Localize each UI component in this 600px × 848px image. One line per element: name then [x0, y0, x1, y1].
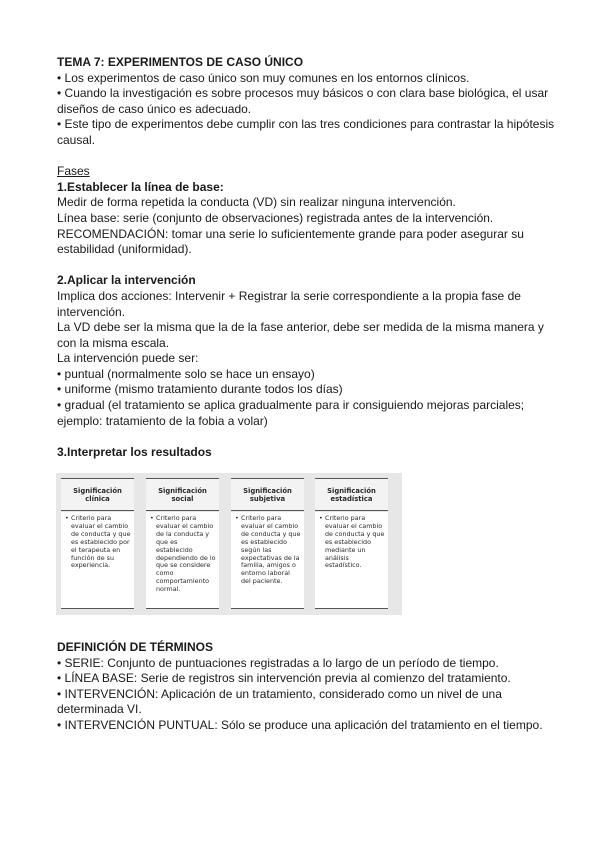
intro-bullet: • Este tipo de experimentos debe cumplir con las tres condiciones para contrastar la hipótesis causal.	[57, 117, 555, 147]
intro-bullet: • Cuando la investigación es sobre procesos muy básicos o con clara base biológica, el usar diseños de caso único es adecuado.	[57, 86, 549, 116]
figure-column-header: Significación estadística	[315, 478, 388, 511]
phase1-line: Medir de forma repetida la conducta (VD) sin realizar ninguna intervención.	[57, 195, 456, 210]
fases-label: Fases	[57, 164, 90, 179]
significance-figure	[56, 473, 402, 615]
bullet-icon: •	[150, 514, 154, 522]
phase2-line: • uniforme (mismo tratamiento durante todos los días)	[57, 382, 343, 397]
definition-item: • LÍNEA BASE: Serie de registros sin intervención previa al comienzo del tratamiento.	[57, 671, 511, 686]
figure-column-text: Criterio para evaluar el cambio de conducta y que es establecido según las expectativas de la familia, amigos o entorno laboral del paciente.	[241, 514, 301, 586]
intro-bullet: • Los experimentos de caso único son muy comunes en los entornos clínicos.	[57, 70, 470, 85]
definitions-heading: DEFINICIÓN DE TÉRMINOS	[57, 640, 214, 654]
figure-column-text: Criterio para evaluar el cambio de conducta y que es establecido mediante un análisis estadístico.	[325, 514, 385, 570]
bullet-icon: •	[319, 514, 323, 522]
section-top	[57, 55, 557, 460]
figure-column-subjetiva	[231, 478, 304, 609]
phase2-line: Implica dos acciones: Intervenir + Registrar la serie correspondiente a la propia fase de intervención.	[57, 288, 521, 319]
definition-item: • INTERVENCIÓN PUNTUAL: Sólo se produce una aplicación del tratamiento en el tiempo.	[57, 717, 543, 732]
phase2-line: • puntual (normalmente solo se hace un ensayo)	[57, 366, 315, 381]
phase2-line: • gradual (el tratamiento se aplica gradualmente para ir consiguiendo mejoras parciales; ejemplo: tratamiento de la fobia a volar)	[57, 398, 525, 428]
phase1-heading: 1.Establecer la línea de base:	[57, 179, 224, 194]
phase3-heading: 3.Interpretar los resultados	[57, 444, 212, 459]
figure-column-text: Criterio para evaluar el cambio de conducta y que es establecido por el terapeuta en función de su experiencia.	[71, 514, 131, 570]
figure-column-header: Significación social	[146, 478, 219, 511]
figure-column-header: Significación clínica	[61, 478, 134, 511]
bullet-icon: •	[65, 514, 69, 522]
phase2-line: La VD debe ser la misma que la de la fase anterior, debe ser medida de la misma manera y con la misma escala.	[57, 320, 544, 350]
phase1-line: Línea base: serie (conjunto de observaciones) registrada antes de la intervención.	[57, 210, 494, 225]
figure-column-clinica	[61, 478, 134, 609]
definition-item: • INTERVENCIÓN: Aplicación de un tratamiento, considerado como un nivel de una determinada VI.	[57, 686, 502, 717]
phase1-line: RECOMENDACIÓN: tomar una serie lo suficientemente grande para poder asegurar su estabilidad (uniformidad).	[57, 226, 524, 257]
section-definitions	[57, 640, 557, 734]
page-title: TEMA 7: EXPERIMENTOS DE CASO ÚNICO	[57, 55, 304, 69]
phase2-heading: 2.Aplicar la intervención	[57, 273, 196, 288]
figure-column-social	[146, 478, 219, 609]
figure-column-estadistica	[315, 478, 388, 609]
bullet-icon: •	[235, 514, 239, 522]
figure-column-text: Criterio para evaluar el cambio de la conducta y que es establecido dependiendo de lo que se considere como comportamiento normal.	[156, 514, 216, 594]
definition-item: • SERIE: Conjunto de puntuaciones registradas a lo largo de un período de tiempo.	[57, 655, 499, 670]
phase2-line: La intervención puede ser:	[57, 351, 199, 366]
figure-column-header: Significación subjetiva	[231, 478, 304, 511]
